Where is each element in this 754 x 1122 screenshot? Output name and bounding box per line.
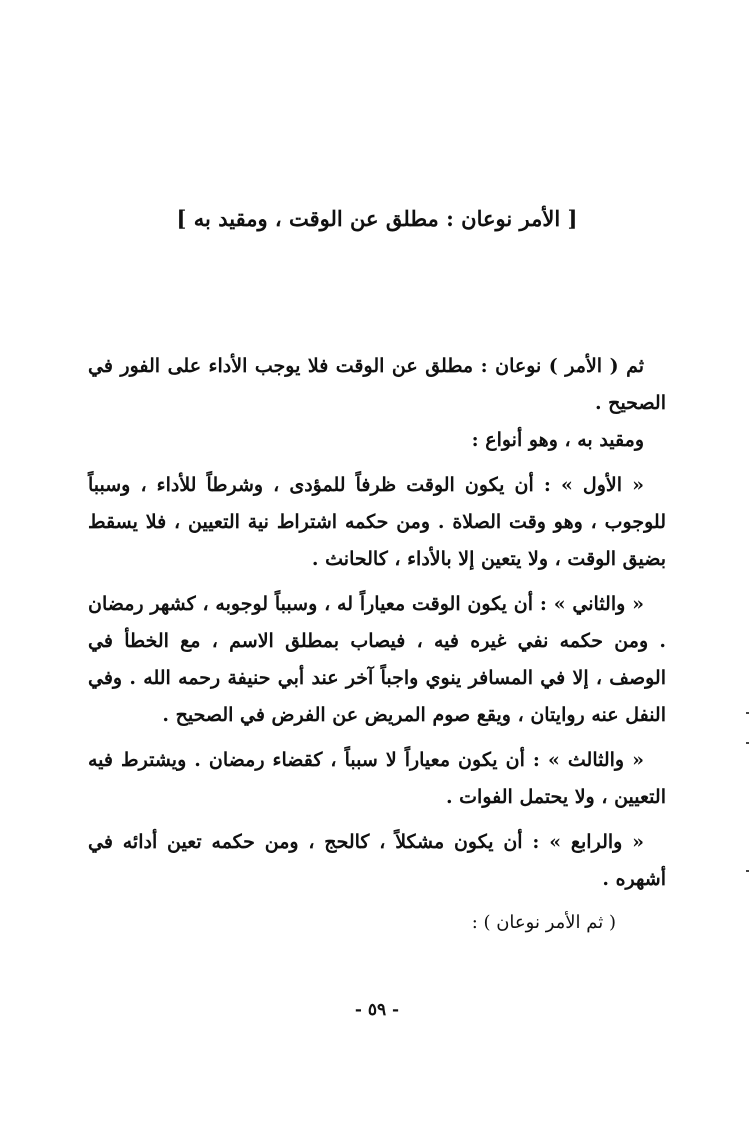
paragraph-intro: ثم ( الأمر ) نوعان : مطلق عن الوقت فلا يوجب الأداء على الفور في الصحيح . <box>88 355 666 414</box>
section-heading: [ الأمر نوعان : مطلق عن الوقت ، ومقيد به ] <box>176 206 578 231</box>
scan-speck <box>746 742 749 744</box>
page-number: - ٥٩ - <box>354 1000 400 1020</box>
paragraph-second: « والثاني » : أن يكون الوقت معياراً له ، وسبباً لوجوبه ، كشهر رمضان . ومن حكمه نفي غيره فيه ، فيصاب بمطلق الاسم ، مع الخطأ في الوصف ، إلا في المسافر ينوي واجباً آخر عند أبي حنيفة رحمه الله . وفي النفل عنه روايتان ، ويقع صوم المريض عن الفرض في الصحيح . <box>88 593 666 726</box>
paragraph-types: ومقيد به ، وهو أنواع : <box>471 429 644 451</box>
paragraph-third: « والثالث » : أن يكون معياراً لا سبباً ، كقضاء رمضان . ويشترط فيه التعيين ، ولا يحتمل الفوات . <box>88 749 666 808</box>
paragraph-closing: ( ثم الأمر نوعان ) : <box>471 912 616 933</box>
scan-speck <box>746 712 749 714</box>
paragraph-first: « الأول » : أن يكون الوقت ظرفاً للمؤدى ، وشرطاً للأداء ، وسبباً للوجوب ، وهو وقت الصلاة . ومن حكمه اشتراط نية التعيين ، فلا يسقط بضيق الوقت ، ولا يتعين إلا بالأداء ، كالحانث . <box>88 474 666 570</box>
paragraph-fourth: « والرابع » : أن يكون مشكلاً ، كالحج ، ومن حكمه تعين أدائه في أشهره . <box>88 831 666 890</box>
body-text <box>88 348 666 941</box>
scan-speck <box>746 870 749 872</box>
